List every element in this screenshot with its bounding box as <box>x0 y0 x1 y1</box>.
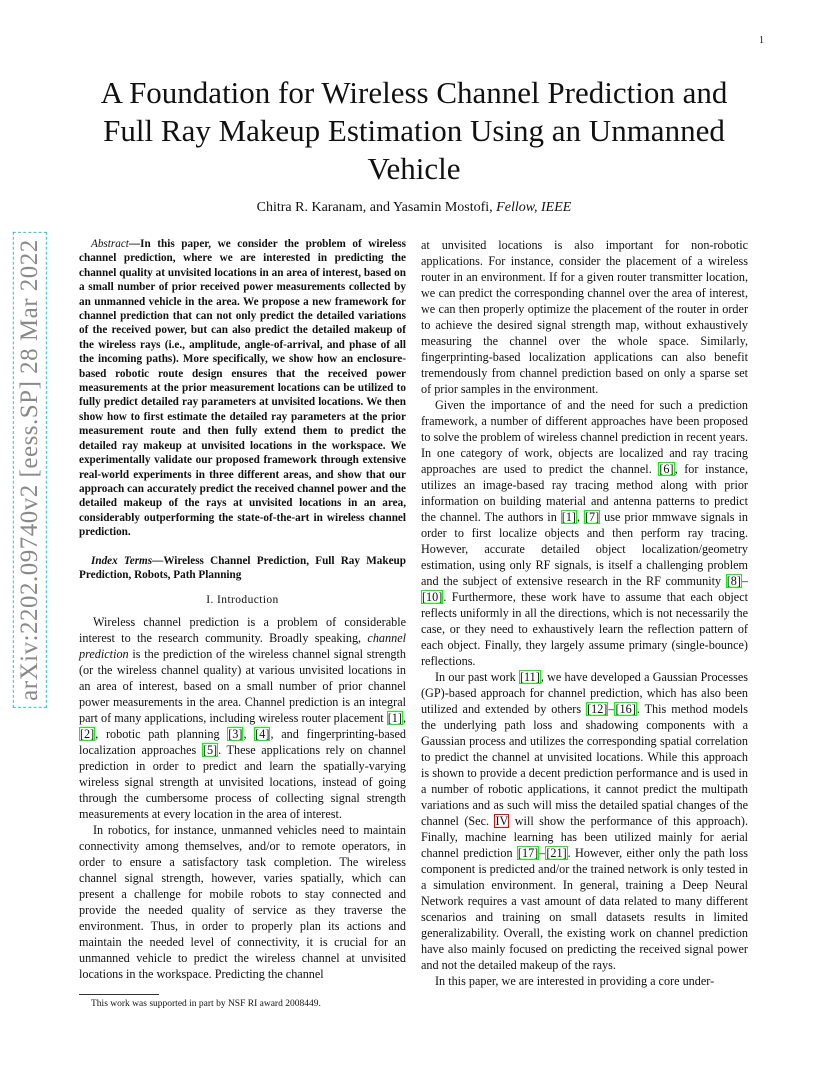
index-terms <box>79 554 406 583</box>
right-paragraph-4: In this paper, we are interested in providing a core under- <box>435 974 715 988</box>
footnote: This work was supported in part by NSF RI award 2008449. <box>91 999 321 1009</box>
page-number: 1 <box>759 35 764 46</box>
body-text: – <box>608 702 615 716</box>
citation-link[interactable]: [16] <box>615 702 636 716</box>
right-paragraph-3 <box>421 669 748 973</box>
citation-link[interactable]: [4] <box>255 727 270 742</box>
italic-term: channel prediction <box>79 631 406 662</box>
body-text: In our past work <box>435 670 519 684</box>
footnote-divider <box>79 994 159 995</box>
author-names: Chitra R. Karanam, and Yasamin Mostofi, <box>256 200 493 215</box>
body-text: , we have developed a Gaussian Processes (GP)-based approach for channel prediction, which has also been utilized and extended by others <box>421 670 749 716</box>
citation-link[interactable]: [1] <box>561 510 576 524</box>
right-column <box>421 237 748 989</box>
intro-paragraph-2: In robotics, for instance, unmanned vehicles need to maintain connectivity among themselves, and/or to remote operators, in order to ensure a satisfactory task completion. The wireless channel signal strength, however, varies spatially, which can present a challenge for mobile robots to stay connected and provide the needed quality of service as they traverse the environment. Thus, in order to properly plan its actions and maintain the needed level of connectivity, it is crucial for an unmanned vehicle to predict the wireless channel at unvisited locations in the workspace. Predicting the channel <box>79 823 406 982</box>
citation-link[interactable]: [5] <box>202 743 218 758</box>
body-text: Wireless channel prediction is a problem of considerable interest to the research community. Broadly speaking, <box>79 615 406 646</box>
body-text: will show the performance of this approach). Finally, machine learning has been utilized mainly for aerial channel prediction <box>421 814 748 860</box>
body-text: use prior mmwave signals in order to first localize objects and then perform ray tracing. However, accurate detailed object localization/geometry estimation, using only RF signals, is itself a challenging problem and the subject of extensive research in the RF community <box>421 510 749 588</box>
body-text: – <box>539 846 546 860</box>
citation-link[interactable]: [11] <box>519 670 540 684</box>
abstract <box>79 237 406 540</box>
index-terms-text: —Wireless Channel Prediction, Full Ray Makeup Prediction, Robots, Path Planning <box>79 554 406 581</box>
body-text: , and fingerprinting-based localization approaches <box>79 727 407 758</box>
citation-link[interactable]: [6] <box>659 462 674 476</box>
body-text: . This method models the underlying path loss and shadowing components with a Gaussian process and utilizes the corresponding spatial correlation to predict the channel at unvisited locations. While this approach is shown to provide a decent prediction performance and is used in a number of robotic applications, it cannot predict the multipath variations and as such will miss the detailed spatial changes of the channel (Sec. <box>421 702 749 828</box>
citation-link[interactable]: [7] <box>585 510 600 524</box>
citation-link[interactable]: [1] <box>387 711 402 726</box>
body-text: Given the importance of and the need for such a prediction framework, a number of different approaches have been proposed to solve the problem of wireless channel prediction in recent years. In one category of work, objects are localized and ray tracing approaches are used to predict the channel. <box>421 398 748 476</box>
abstract-text: —In this paper, we consider the problem of wireless channel prediction, where we are interested in predicting the channel quality at unvisited locations in an area of interest, based on a small number of prior received power measurements collected by an unmanned vehicle in the area. We propose a new framework for channel prediction that can not only predict the detailed variations of the received power, but can also predict the detailed makeup of the wireless rays (i.e., amplitude, angle-of-arrival, and phase of all the incoming paths). More specifically, we show how an enclosure-based robotic route design ensures that the received power measurements at the prior measurement locations can be utilized to fully predict detailed ray parameters at unvisited locations. We then show how to first estimate the detailed ray parameters at the prior measurement route and then fully extend them to predict the detailed ray makeup at unvisited locations in the workspace. We experimentally validate our proposed framework through extensive real-world experiments in three different areas, and show that our approach can accurately predict the received channel power and the detailed makeup of the rays at unvisited locations in an area, considerably outperforming the state-of-the-art in wireless channel prediction. <box>79 238 406 539</box>
body-text: , <box>243 727 255 742</box>
section-heading: I. Introduction <box>206 594 279 607</box>
index-terms-label: Index Terms <box>91 554 153 567</box>
section-reference-link[interactable]: IV <box>495 814 509 828</box>
left-column <box>79 237 406 982</box>
citation-link[interactable]: [2] <box>80 727 95 742</box>
arxiv-sidebar <box>0 239 60 701</box>
body-text: – <box>741 574 748 588</box>
body-text: . Furthermore, these work have to assume that each object reflects uniformly in all the directions, which is not necessarily the case, or they need to exhaustively learn the reflection pattern of each object. Finally, they largely assume primary (single-bounce) reflections. <box>421 590 748 668</box>
abstract-label: Abstract <box>91 238 129 250</box>
right-paragraph-2 <box>421 397 748 669</box>
body-text: , <box>402 711 406 726</box>
citation-link[interactable]: [17] <box>517 846 539 860</box>
arxiv-identifier[interactable]: arXiv:2202.09740v2 [eess.SP] 28 Mar 2022 <box>13 232 47 708</box>
citation-link[interactable]: [8] <box>726 574 741 588</box>
citation-link[interactable]: [10] <box>422 590 443 604</box>
author-fellow: Fellow, IEEE <box>496 200 572 215</box>
intro-paragraph-1 <box>79 614 406 822</box>
body-text: . However, either only the path loss component is predicted and/or the trained network is only tested in a simulation environment. In general, training a Deep Neural Network requires a vast amount of data related to many different scenarios and training on small datasets results in limited generalizability. Overall, the existing work on channel prediction have also mainly focused on predicting the received signal power and not the detailed makeup of the rays. <box>421 846 748 972</box>
body-text: , for instance, utilizes an image-based ray tracing method along with prior information on building material and antenna patterns to predict the channel. The authors in <box>421 462 748 524</box>
paper-title: A Foundation for Wireless Channel Prediction and Full Ray Makeup Estimation Using an Unmanned Vehicle <box>100 75 728 186</box>
body-text: , <box>576 510 584 524</box>
body-text: , robotic path planning <box>95 727 228 742</box>
author-line <box>72 200 756 216</box>
citation-link[interactable]: [3] <box>228 727 243 742</box>
body-text: is the prediction of the wireless channel signal strength (or the wireless channel quality) at various unvisited locations in an area of interest, based on a small number of prior channel power measurements in the area. Channel prediction is an integral part of many applications, including wireless router placement <box>79 647 406 726</box>
citation-link[interactable]: [21] <box>546 846 567 860</box>
right-paragraph-1: at unvisited locations is also important for non-robotic applications. For instance, consider the placement of a wireless router in an environment. If for a given router transmitter location, we can predict the corresponding channel over the area of interest, we can then properly optimize the placement of the router in order to achieve the desired signal strength map, without exhaustively measuring the channel over the whole space. Similarly, fingerprinting-based localization applications can also benefit tremendously from channel prediction based on only a sparse set of prior samples in the environment. <box>421 238 748 396</box>
citation-link[interactable]: [12] <box>587 702 608 716</box>
body-text: . These applications rely on channel prediction in order to predict and learn the spatially-varying wireless signal strength at unvisited locations, instead of going through the cumbersome process of collecting signal strength measurements at every location in the area of interest. <box>79 743 406 822</box>
